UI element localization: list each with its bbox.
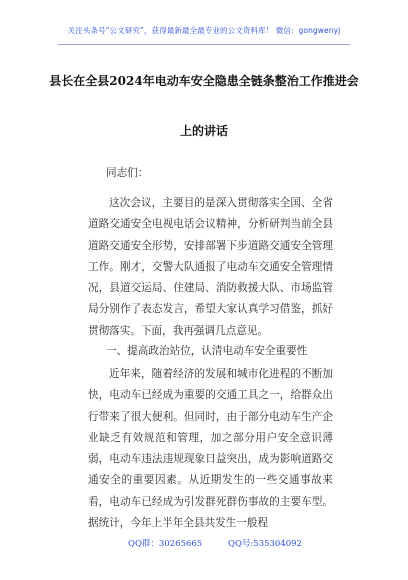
header-divider bbox=[58, 44, 350, 45]
paragraph-section-1: 近年来，随着经济的发展和城市化进程的不断加快，电动车已经成为重要的交通工具之一，给群众出行带来了很大便利。但同时，由于部分电动车生产企业缺乏有效规范和管理，加之部分用户安全意识薄弱，电动车违法违规现象日益突出，成为影响道路交通安全的重要因素。从近期发生的一些交通事故来看，电动车已经成为引发群死群伤事故的主要车型。据统计，今年上半年全县共发生一般程 bbox=[88, 368, 333, 530]
document-title-line1: 县长在全县2024年电动车安全隐患全链条整治工作推进会 bbox=[49, 74, 359, 88]
document-title-line2: 上的讲话 bbox=[179, 124, 228, 138]
footer-qq-group: QQ群：30265665 bbox=[128, 539, 203, 549]
paragraph-intro: 这次会议，主要目的是深入贯彻落实全国、全省道路交通安全电视电话会议精神，分析研判当前全县道路交通安全形势，安排部署下步道路交通安全管理工作。刚才，交警大队通报了电动车交通安全管理情况，县道交运局、住建局、消防救援大队、市场监管局分别作了表态发言，希望大家认真学习借鉴，抓好贯彻落实。下面，我再强调几点意见。 bbox=[88, 197, 333, 337]
footer-qq-number: QQ号:535304092 bbox=[228, 539, 302, 549]
section-heading-1: 一、提高政治站位，认清电动车安全重要性 bbox=[106, 345, 308, 357]
greeting: 同志们： bbox=[106, 167, 149, 179]
header-promo-note: 关注头条号“公文研究”，获得最新最全最专业的公文资料库！ 微信：gongwenyj bbox=[67, 26, 341, 35]
